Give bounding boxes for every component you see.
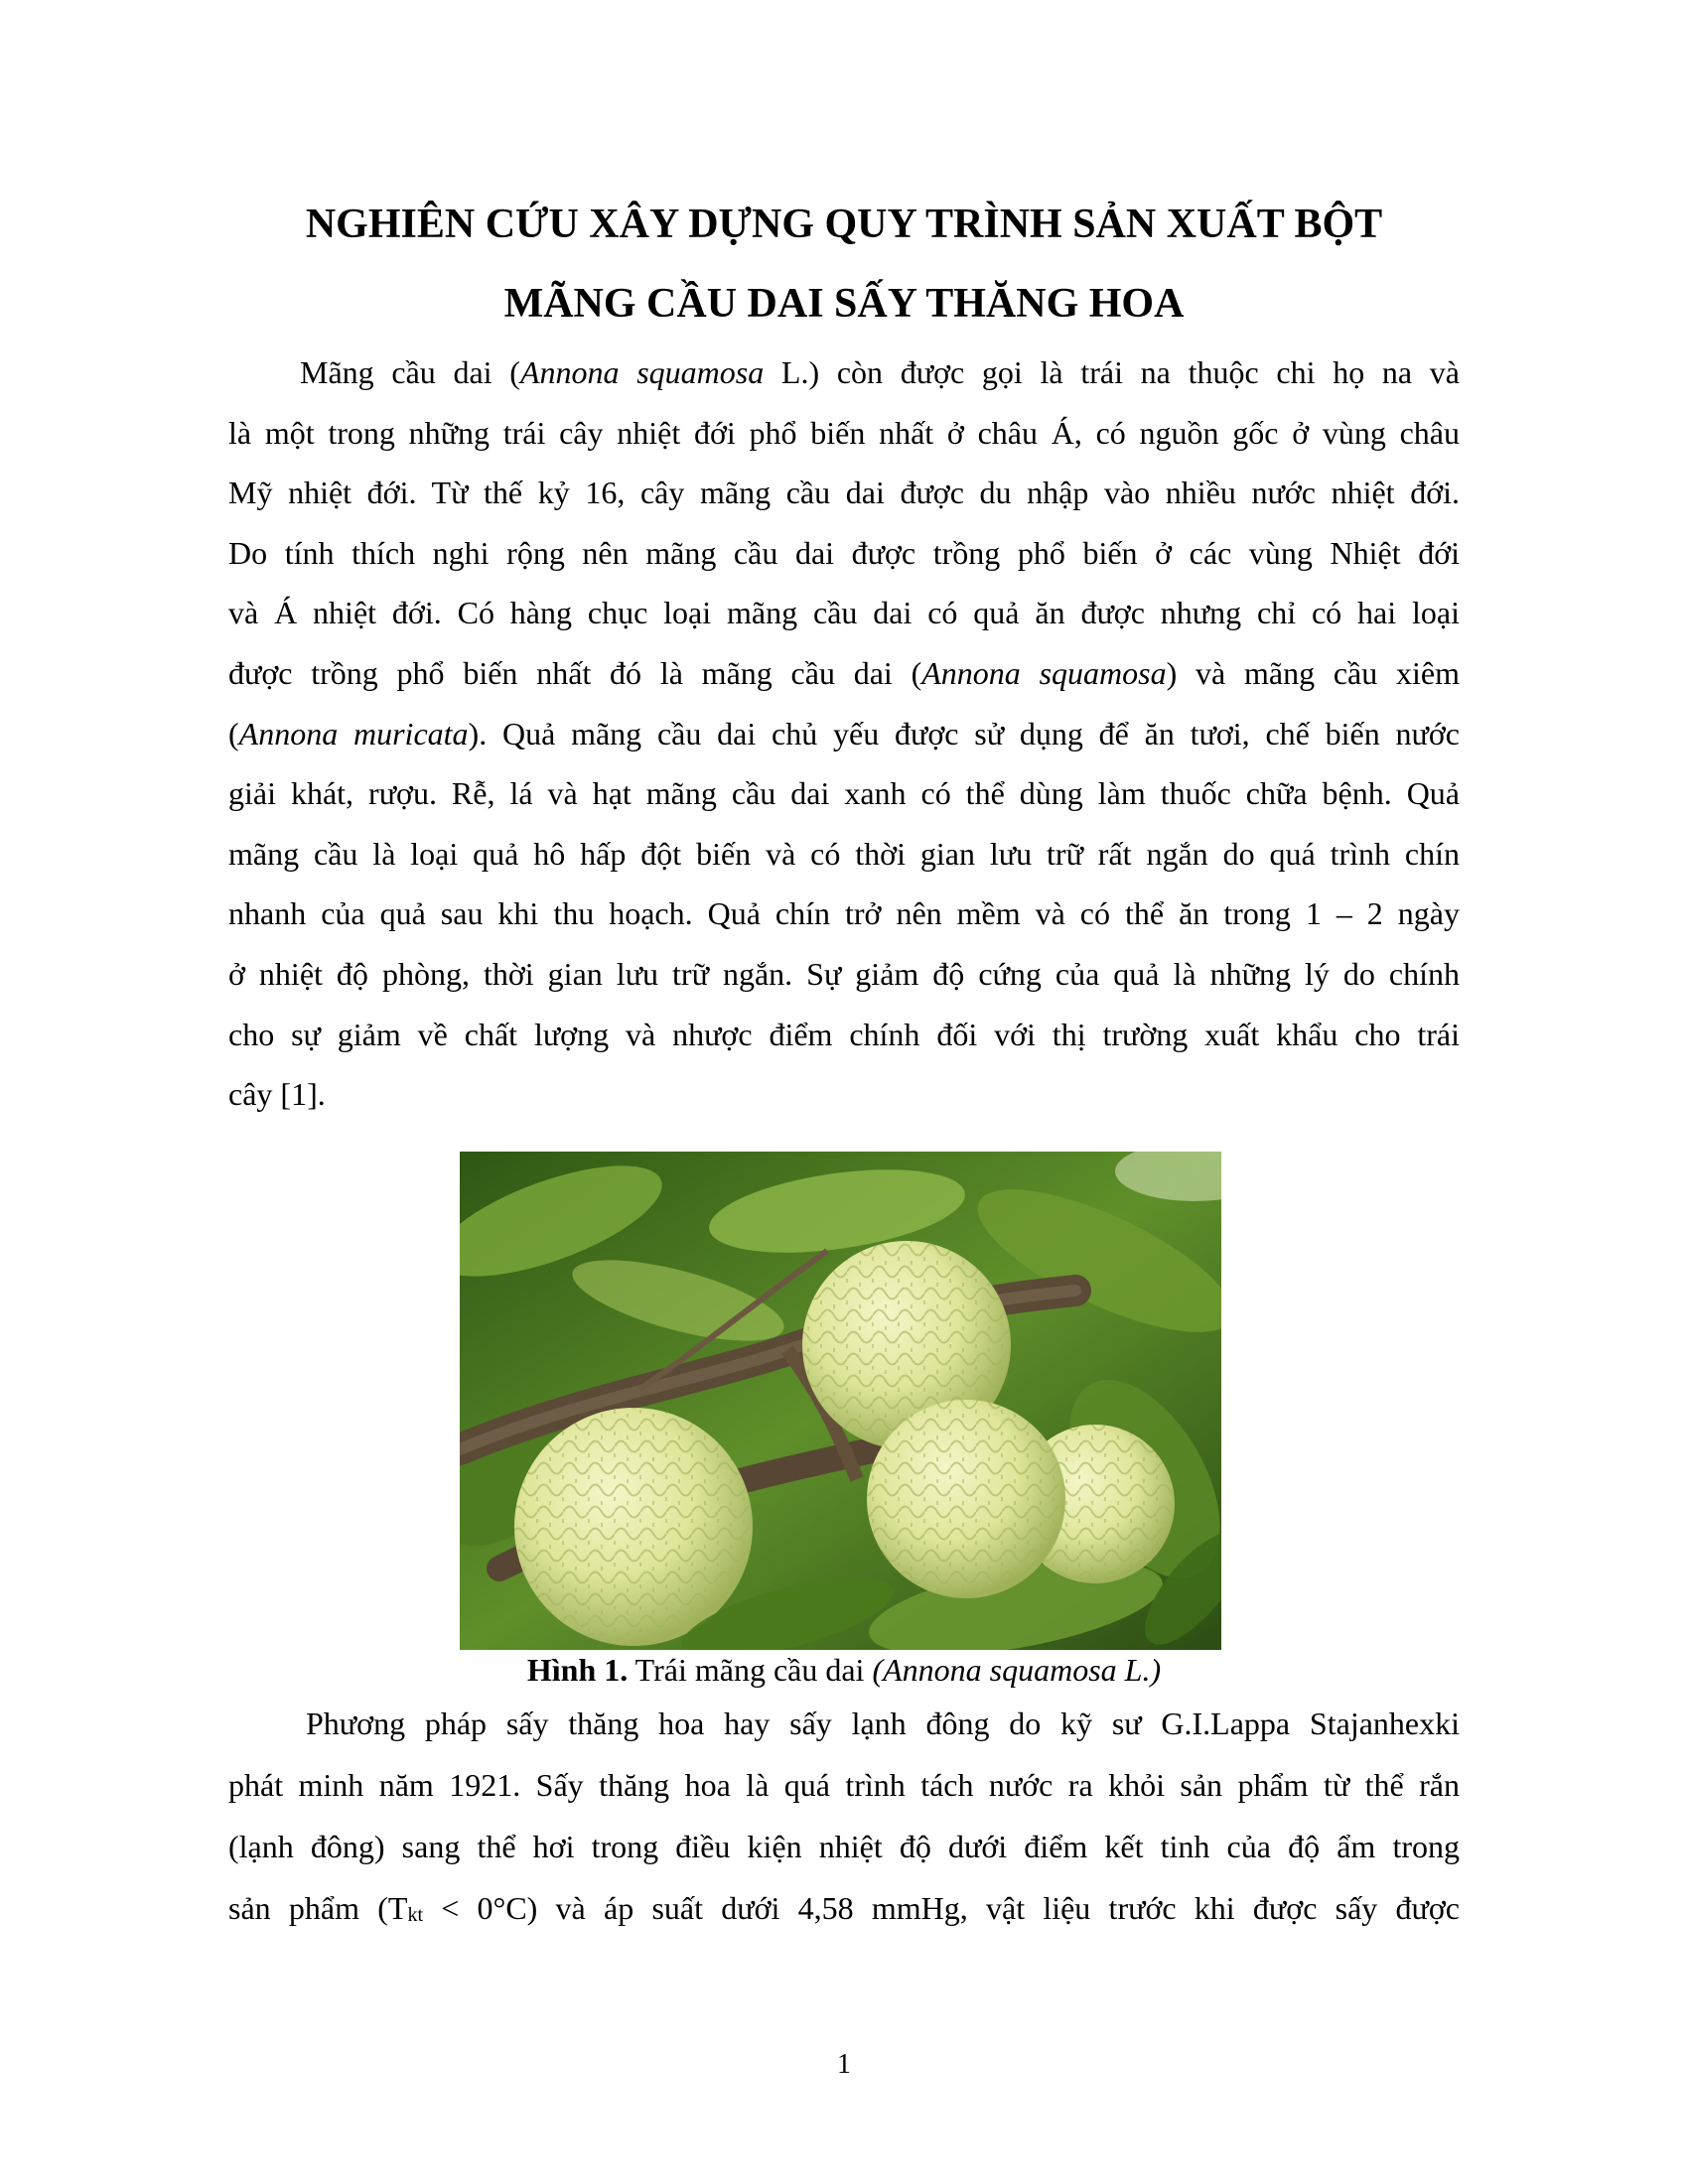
species-name: Annona squamosa [921,654,1167,691]
paragraph-line: và Á nhiệt đới. Có hàng chục loại mãng cầu dai có quả ăn được nhưng chỉ có hai loại [228,595,1460,631]
intro-paragraph [228,342,1460,1125]
freeze-drying-paragraph [228,1693,1460,1939]
paragraph-line: nhanh của quả sau khi thu hoạch. Quả chín trở nên mềm và có thể ăn trong 1 – 2 ngày [228,895,1460,932]
paragraph-line: (Annona muricata). Quả mãng cầu dai chủ yếu được sử dụng để ăn tươi, chế biến nước [228,715,1461,751]
figure-custard-apple-photo [460,1152,1221,1650]
paragraph-line: Phương pháp sấy thăng hoa hay sấy lạnh đông do kỹ sư G.I.Lappa Stajanhexki [306,1706,1460,1741]
paragraph-line: cho sự giảm về chất lượng và nhược điểm chính đối với thị trường xuất khẩu cho trái [228,1016,1460,1052]
figure-caption-species: (Annona squamosa L.) [872,1652,1162,1688]
species-name: Annona squamosa [519,354,765,390]
paragraph-line: là một trong những trái cây nhiệt đới phổ biến nhất ở châu Á, có nguồn gốc ở vùng châu [228,414,1460,451]
paragraph-line: được trồng phổ biến nhất đó là mãng cầu dai (Annona squamosa) và mãng cầu xiêm [228,654,1461,691]
paragraph-line: giải khát, rượu. Rễ, lá và hạt mãng cầu dai xanh có thể dùng làm thuốc chữa bệnh. Quả [228,775,1460,812]
paragraph-line: (lạnh đông) sang thể hơi trong điều kiện nhiệt độ dưới điểm kết tinh của độ ẩm trong [228,1829,1460,1864]
species-name: Annona muricata [238,715,469,751]
figure-caption: Hình 1. Trái mãng cầu dai (Annona squamosa L.) [526,1652,1162,1688]
paragraph-line: ở nhiệt độ phòng, thời gian lưu trữ ngắn. Sự giảm độ cứng của quả là những lý do chính [228,955,1460,992]
paper-title-line-1: NGHIÊN CỨU XÂY DỰNG QUY TRÌNH SẢN XUẤT BỘT [305,202,1383,247]
subscript-kt: kt [407,1904,423,1926]
paragraph-line: Do tính thích nghi rộng nên mãng cầu dai được trồng phổ biến ở các vùng Nhiệt đới [228,534,1460,571]
paragraph-line: Mỹ nhiệt đới. Từ thế kỷ 16, cây mãng cầu dai được du nhập vào nhiều nước nhiệt đới. [228,475,1460,511]
figure-caption-label: Hình 1. [526,1652,629,1688]
paper-title-line-2: MÃNG CẦU DAI SẤY THĂNG HOA [503,281,1185,327]
paragraph-line: mãng cầu là loại quả hô hấp đột biến và có thời gian lưu trữ rất ngắn do quá trình chín [228,835,1460,872]
paragraph-line: cây [1]. [228,1076,326,1113]
paragraph-line: Mãng cầu dai (Annona squamosa L.) còn được gọi là trái na thuộc chi họ na và [300,354,1461,390]
paragraph-line: phát minh năm 1921. Sấy thăng hoa là quá trình tách nước ra khỏi sản phẩm từ thể rắn [228,1767,1460,1803]
page-number: 1 [837,2049,851,2080]
paragraph-line: sản phẩm $(T_{kt} < 0^\circ C)$ và áp suất dưới 4,58 mmHg, vật liệu trước khi được sấy được [228,1890,1461,1926]
